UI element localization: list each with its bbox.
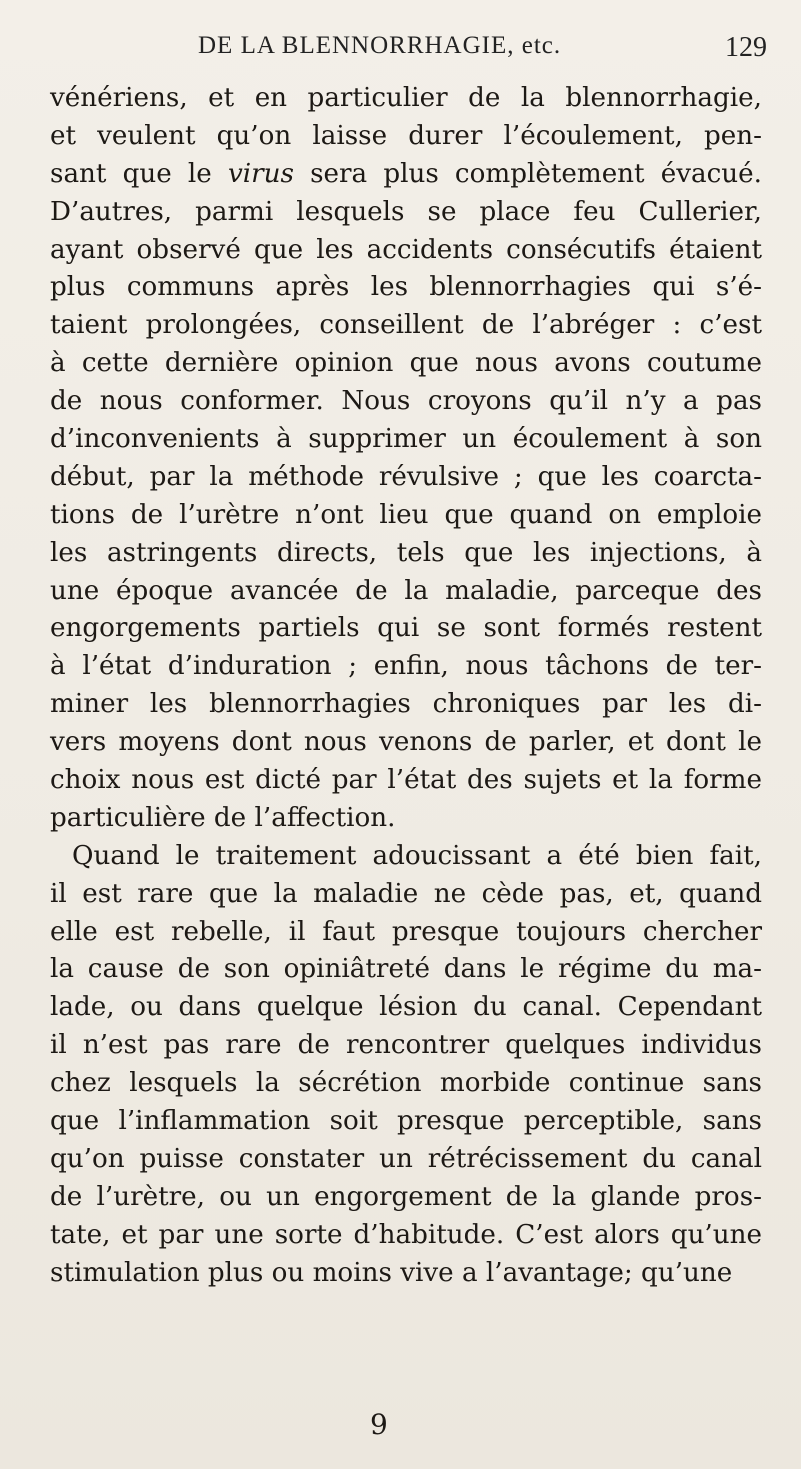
text-line: Quand le traitement adoucissant a été bien fait, xyxy=(72,840,762,871)
body-text xyxy=(50,80,762,1293)
text-line: ayant observé que les accidents consécutifs étaient xyxy=(50,234,762,265)
page-number: 129 xyxy=(725,32,767,63)
text-line: plus communs après les blennorrhagies qui s’é- xyxy=(50,272,762,303)
text-line: vénériens, et en particulier de la blennorrhagie, xyxy=(50,83,762,113)
text-line: chez lesquels la sécrétion morbide continue sans xyxy=(50,1068,762,1099)
text-segment: sant que le xyxy=(50,158,228,189)
text-line: à l’état d’induration ; enfin, nous tâchons de ter- xyxy=(50,651,762,682)
text-line: D’autres, parmi lesquels se place feu Cullerier, xyxy=(50,196,762,227)
text-line: engorgements partiels qui se sont formés restent xyxy=(50,613,762,644)
text-line: il est rare que la maladie ne cède pas, et, quand xyxy=(50,878,762,909)
text-line: et veulent qu’on laisse durer l’écoulement, pen- xyxy=(50,120,762,151)
text-line: taient prolongées, conseillent de l’abréger : c’est xyxy=(50,310,762,341)
running-title: DE LA BLENNORRHAGIE, etc. xyxy=(198,32,562,59)
text-line: d’inconvenients à supprimer un écoulement à son xyxy=(50,424,762,455)
text-line: de nous conformer. Nous croyons qu’il n’y a pas xyxy=(50,386,762,417)
text-line: une époque avancée de la maladie, parceque des xyxy=(50,575,762,606)
text-line xyxy=(50,156,762,194)
text-line: que l’inflammation soit presque perceptible, sans xyxy=(50,1106,762,1137)
text-line: à cette dernière opinion que nous avons coutume xyxy=(50,348,762,379)
text-line: particulière de l’affection. xyxy=(50,802,396,833)
text-line: début, par la méthode révulsive ; que les coarcta- xyxy=(50,461,762,492)
text-line: tions de l’urètre n’ont lieu que quand on emploie xyxy=(50,499,762,530)
text-segment: sera plus complètement évacué. xyxy=(293,158,762,189)
text-line: vers moyens dont nous venons de parler, et dont le xyxy=(50,727,762,758)
text-line: les astringents directs, tels que les injections, à xyxy=(50,537,762,568)
italic-word: virus xyxy=(227,158,294,189)
text-line: de l’urètre, ou un engorgement de la glande pros- xyxy=(50,1181,762,1212)
text-line: lade, ou dans quelque lésion du canal. Cependant xyxy=(50,992,762,1023)
text-line: qu’on puisse constater un rétrécissement du canal xyxy=(50,1143,762,1174)
paragraph xyxy=(50,80,762,838)
text-line: elle est rebelle, il faut presque toujours chercher xyxy=(50,916,762,947)
text-line: stimulation plus ou moins vive a l’avantage; qu’une xyxy=(50,1257,733,1288)
paragraph xyxy=(50,838,762,1293)
text-line: tate, et par une sorte d’habitude. C’est alors qu’une xyxy=(50,1219,762,1250)
signature-mark: 9 xyxy=(370,1408,388,1441)
text-line: miner les blennorrhagies chroniques par les di- xyxy=(50,689,762,720)
text-line: la cause de son opiniâtreté dans le régime du ma- xyxy=(50,954,762,985)
text-line: choix nous est dicté par l’état des sujets et la forme xyxy=(50,765,762,796)
text-line: il n’est pas rare de rencontrer quelques individus xyxy=(50,1030,762,1061)
running-head xyxy=(88,26,767,66)
